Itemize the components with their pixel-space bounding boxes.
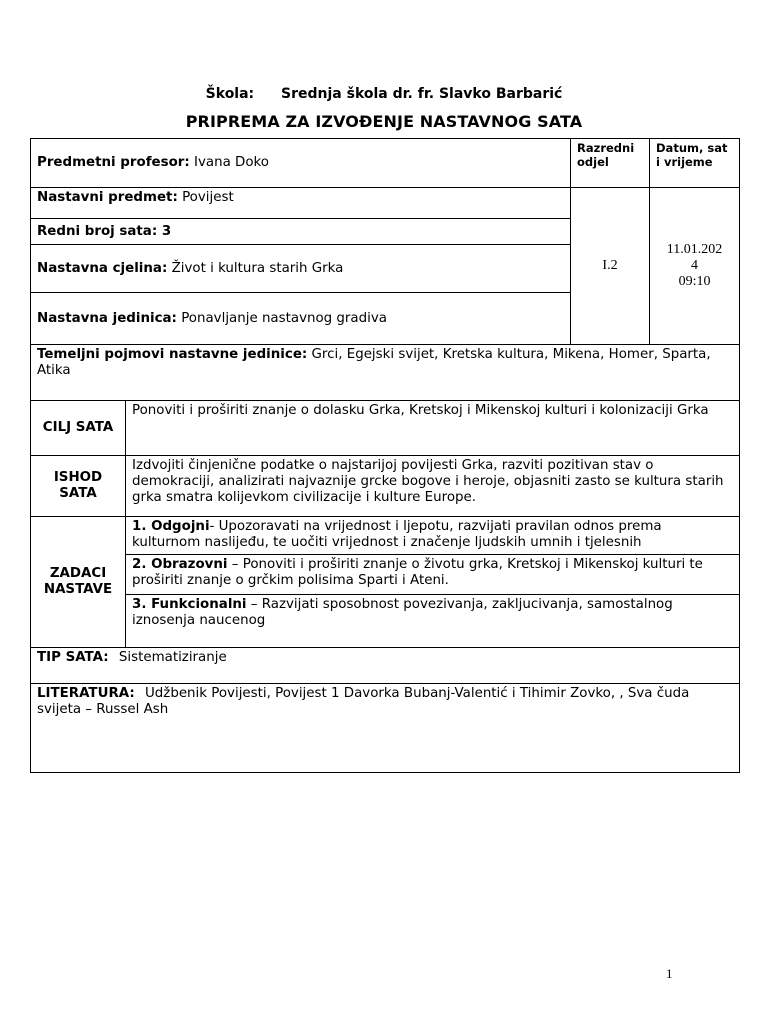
redni-value: 3 [161,223,172,239]
zadatak-funkcionalni-title: 3. Funkcionalni [132,597,247,612]
zadatak-funkcionalni [126,595,740,648]
datum-line-3: 09:10 [678,274,711,289]
cilj-value: Ponoviti i proširiti znanje o dolasku Grka, Kretskoj i Mikenskoj kulturi i kolonizaciji Grka [126,401,740,456]
zadatak-obrazovni-text: – Ponoviti i proširiti znanje o životu grka, Kretskoj i Mikenskoj kulturi te proširiti znanje o grčkim polisima Sparti i Ateni. [132,557,703,588]
ishod-label-line-2: SATA [59,486,97,501]
zadatak-odgojni-text: - Upozoravati na vrijednost i ljepotu, razvijati pravilan odnos prema kulturnom naslijeđu, te uočiti vrijednost i značenje ljudskih umnih i tjelesnih [132,519,662,550]
ishod-label-line-1: ISHOD [53,470,103,485]
datum-line-1: 11.01.202 [666,242,723,257]
predmet-value: Povijest [182,190,234,205]
page-number: 1 [666,966,673,981]
lesson-plan-table [30,138,740,773]
zadatak-funkcionalni-text: – Razvijati sposobnost povezivanja, zakljucivanja, samostalnog iznosenja naucenog [132,597,673,628]
datum-line-2: 4 [691,258,699,273]
tip-cell [31,648,740,684]
cjelina-label: Nastavna cjelina: [37,260,168,276]
pojmovi-value: Grci, Egejski svijet, Kretska kultura, Mikena, Homer, Sparta, Atika [37,347,711,378]
zadaci-label-line-2: NASTAVE [43,582,113,597]
ishod-value: Izdvojiti činjenične podatke o najstarijoj povijesti Grka, razviti pozitivan stav o demokraciji, analizirati najvaznije grcke bogove i heroje, objasniti zasto se kultura starih grka smatra kolijevkom civilizacije i kulture Europe. [126,456,740,517]
document-title: PRIPREMA ZA IZVOĐENJE NASTAVNOG SATA [185,112,583,131]
jedinica-cell [31,293,571,345]
jedinica-label: Nastavna jedinica: [37,310,177,326]
razred-header: Razredni odjel [571,139,650,188]
tip-value: Sistematiziranje [118,650,227,665]
profesor-label: Predmetni profesor: [37,155,190,170]
zadaci-label-line-1: ZADACI [49,566,107,581]
datum-value [650,188,740,345]
cjelina-cell [31,245,571,293]
predmet-label: Nastavni predmet: [37,190,178,205]
cilj-label: CILJ SATA [31,401,126,456]
ishod-label [31,456,126,517]
zadatak-odgojni [126,517,740,555]
razred-value: I.2 [571,188,650,345]
pojmovi-label: Temeljni pojmovi nastavne jedinice: [37,347,308,362]
redni-cell [31,219,571,245]
predmet-cell [31,188,571,219]
profesor-cell [31,139,571,188]
zadaci-label [31,517,126,648]
literatura-label: LITERATURA: [37,686,135,701]
zadatak-obrazovni [126,555,740,595]
cjelina-value: Život i kultura starih Grka [171,260,344,276]
pojmovi-cell [31,345,740,401]
school-line [0,86,768,102]
school-label: Škola: [205,86,255,102]
zadatak-odgojni-title: 1. Odgojni [132,519,210,534]
datum-header: Datum, sat i vrijeme [650,139,740,188]
school-name: Srednja škola dr. fr. Slavko Barbarić [281,86,563,102]
literatura-value: Udžbenik Povijesti, Povijest 1 Davorka Bubanj-Valentić i Tihimir Zovko, , Sva čuda svijeta – Russel Ash [37,686,690,717]
jedinica-value: Ponavljanje nastavnog gradiva [181,310,387,326]
literatura-cell [31,684,740,773]
profesor-value: Ivana Doko [194,155,270,170]
zadatak-obrazovni-title: 2. Obrazovni [132,557,228,572]
redni-label: Redni broj sata: [37,223,158,239]
tip-label: TIP SATA: [37,650,109,665]
